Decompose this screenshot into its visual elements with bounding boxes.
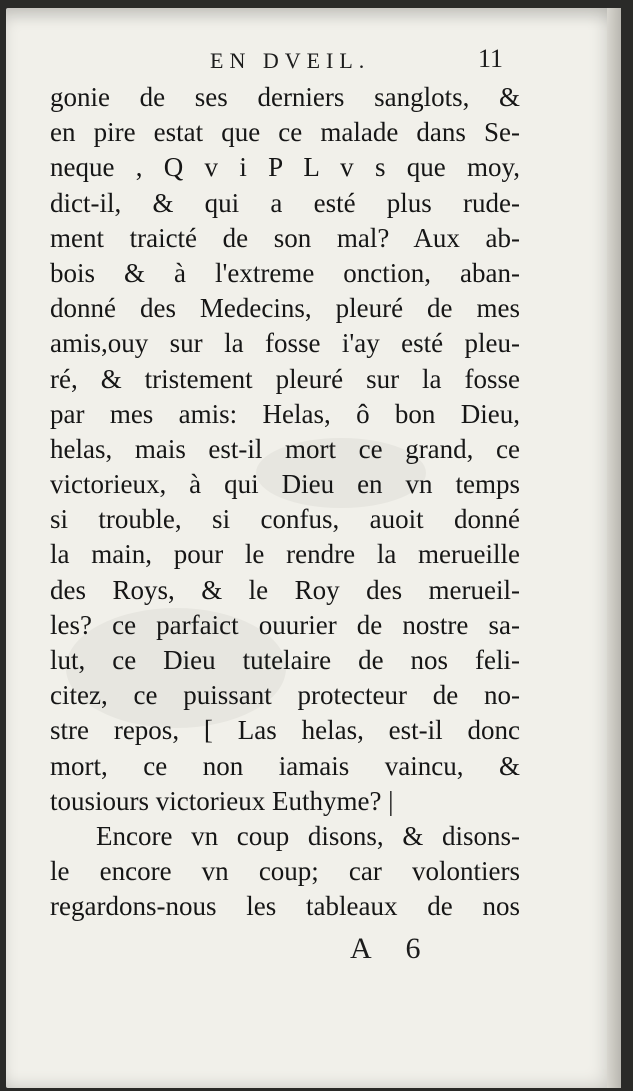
- text-line: les? ce parfaict ouurier de nostre sa-: [50, 609, 520, 640]
- text-line: en pire estat que ce malade dans Se-: [50, 117, 520, 148]
- text-line: amis,ouy sur la fosse i'ay esté pleu-: [50, 328, 520, 359]
- text-line: mort, ce non iamais vaincu, &: [50, 750, 520, 781]
- text-line: lut, ce Dieu tutelaire de nos feli-: [50, 645, 520, 675]
- text-line: neque , Q v i P L v s que moy,: [50, 152, 520, 183]
- text-line: donné des Medecins, pleuré de mes: [50, 293, 520, 324]
- text-line: gonie de ses derniers sanglots, &: [50, 82, 520, 112]
- text-line: bois & à l'extreme onction, aban-: [50, 257, 520, 288]
- body-text: [50, 80, 520, 925]
- running-head: EN DVEIL.: [210, 48, 371, 73]
- signature-mark: A 6: [350, 932, 435, 965]
- text-line: par mes amis: Helas, ô bon Dieu,: [50, 398, 520, 429]
- text-line: des Roys, & le Roy des merueil-: [50, 574, 520, 605]
- text-line: citez, ce puissant protecteur de no-: [50, 680, 520, 711]
- text-line: le encore vn coup; car volontiers: [50, 856, 520, 887]
- text-line: ré, & tristement pleuré sur la fosse: [50, 363, 520, 394]
- text-line: helas, mais est-il mort ce grand, ce: [50, 433, 520, 464]
- text-line: regardons-nous les tableaux de nos: [50, 891, 520, 922]
- page-edge-shadow: [607, 8, 621, 1088]
- paragraph-first-line: Encore vn coup disons, & disons-: [96, 820, 520, 851]
- text-line: si trouble, si confus, auoit donné: [50, 504, 520, 535]
- text-line: ment traicté de son mal? Aux ab-: [50, 222, 520, 253]
- text-line: tousiours victorieux Euthyme? |: [50, 785, 394, 816]
- text-line: la main, pour le rendre la merueille: [50, 539, 520, 570]
- text-line: dict-il, & qui a esté plus rude-: [50, 187, 520, 218]
- page-number: 11: [478, 44, 504, 73]
- text-line: victorieux, à qui Dieu en vn temps: [50, 469, 520, 500]
- text-line: stre repos, [ Las helas, est-il donc: [50, 715, 520, 746]
